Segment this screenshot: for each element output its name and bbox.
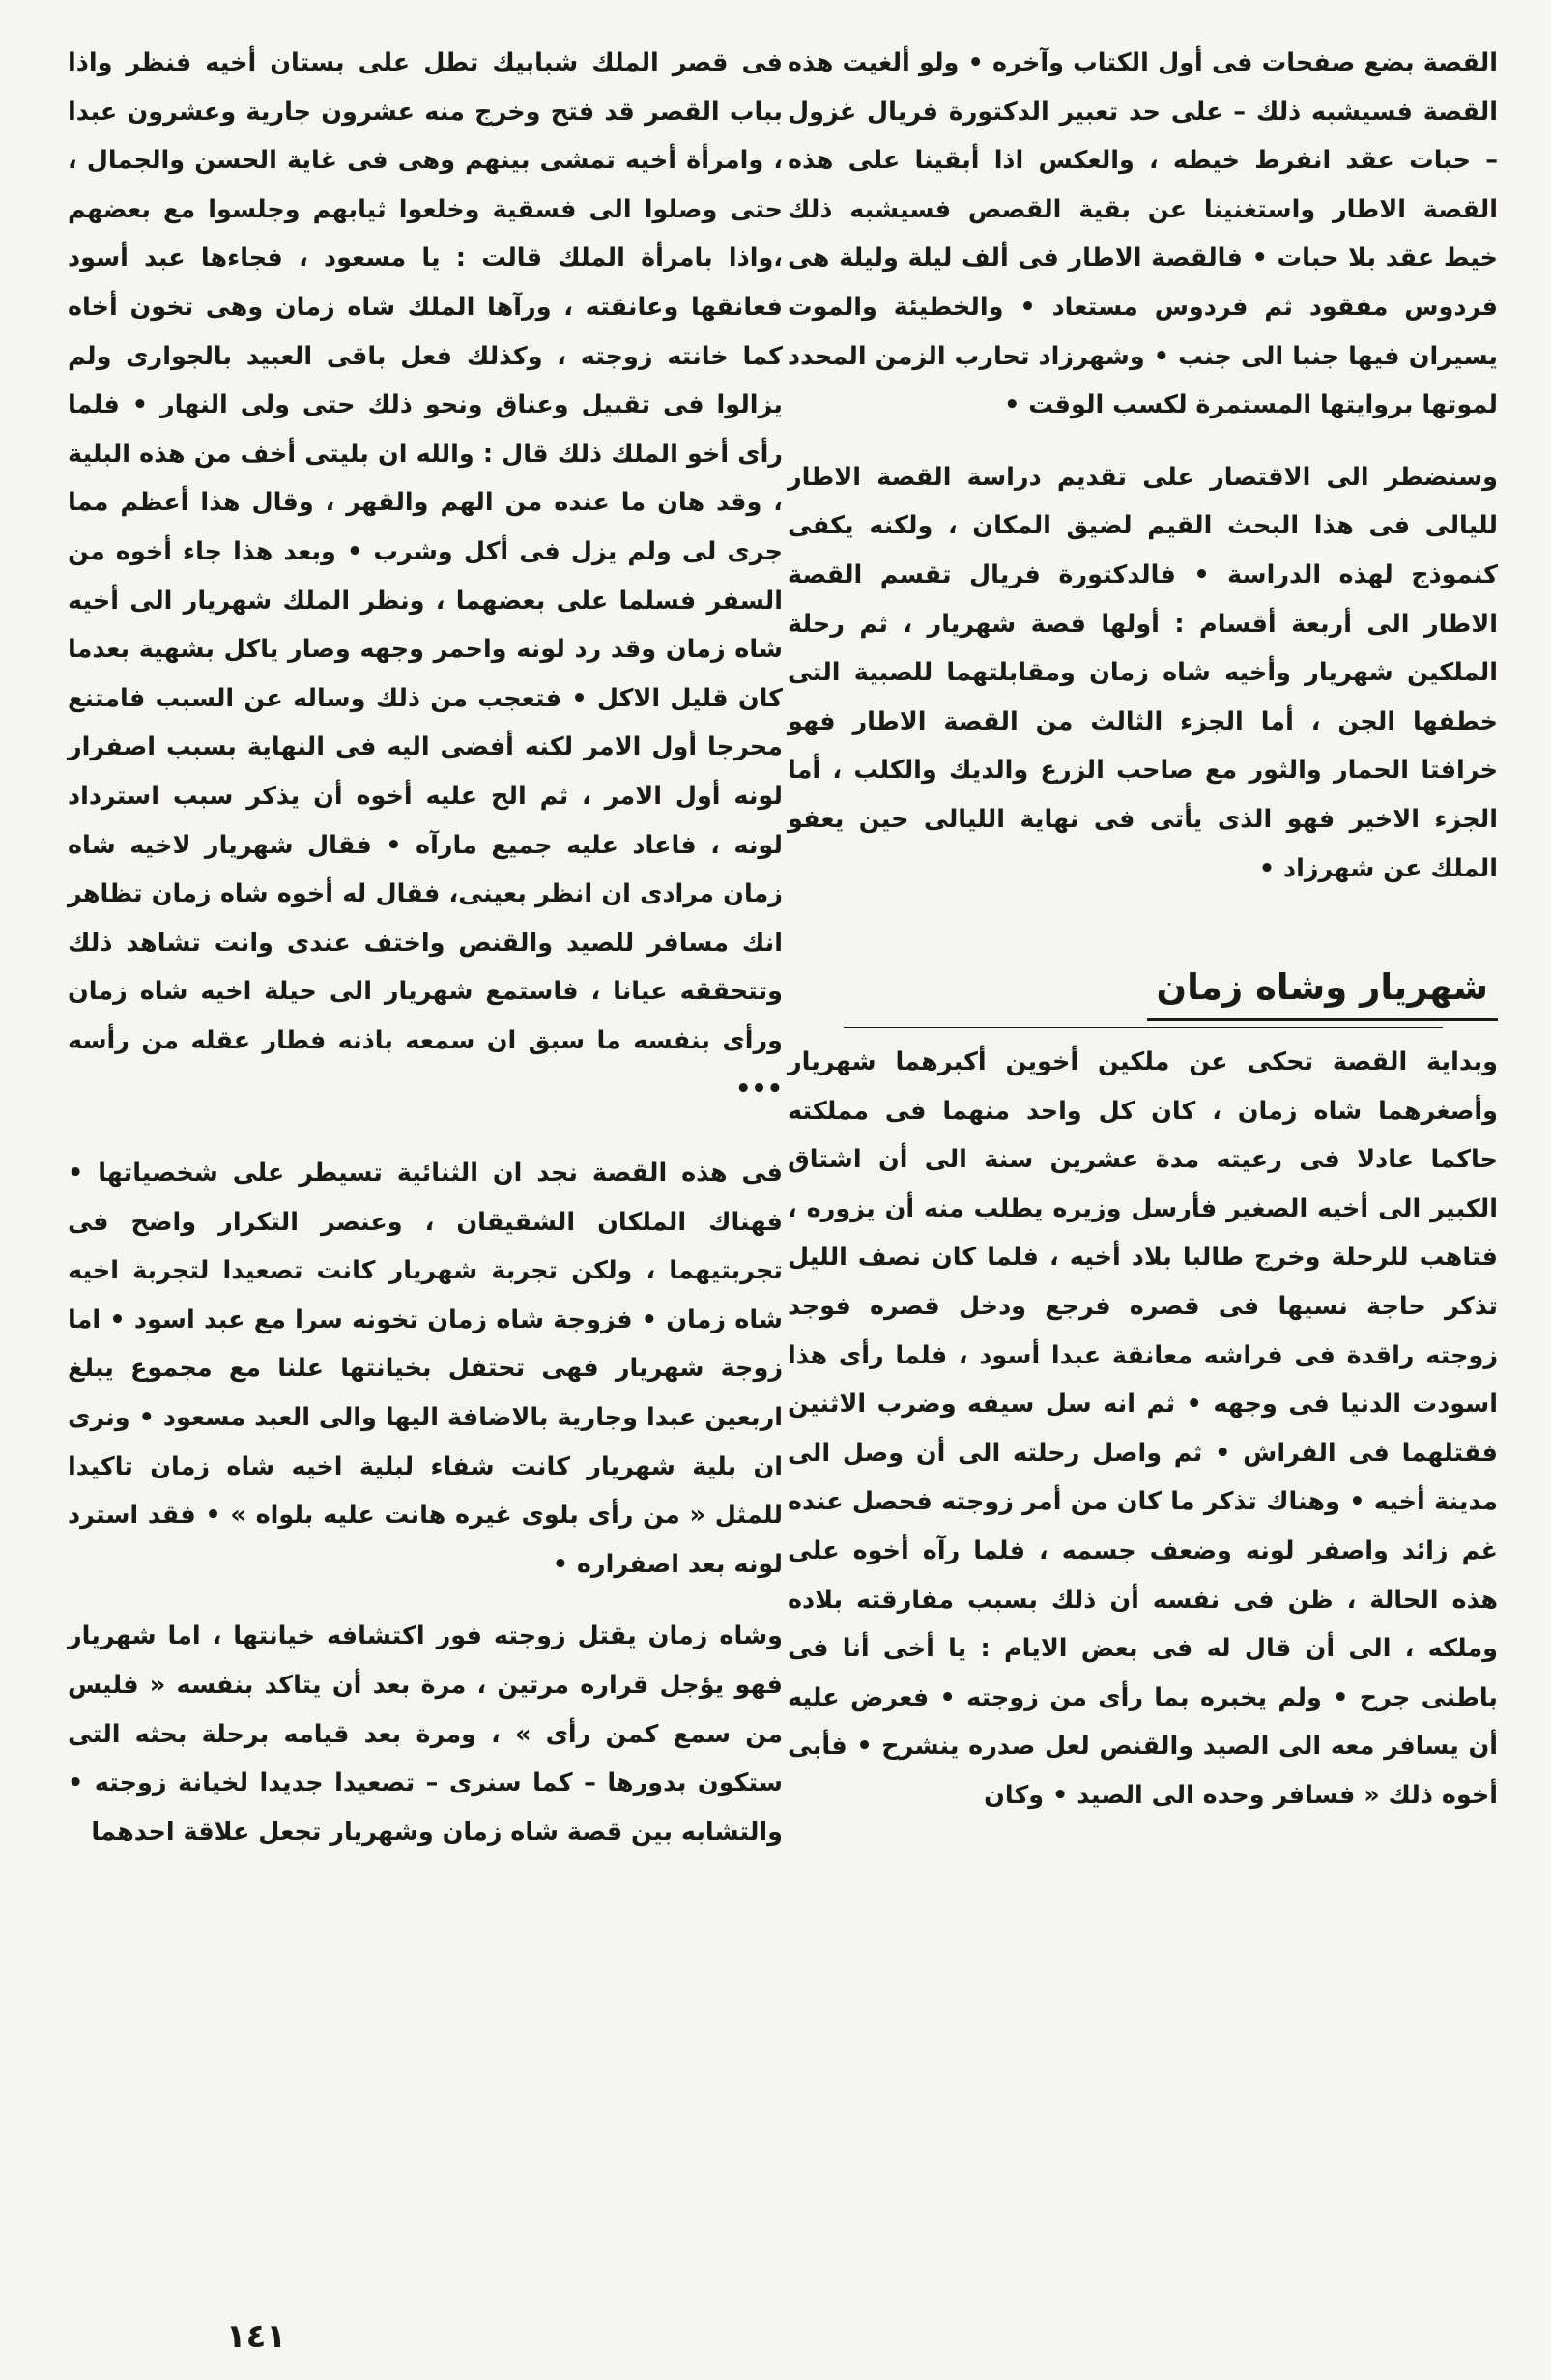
section-heading: شهريار وشاه زمان: [1147, 961, 1498, 1021]
left-paragraph-1: فى قصر الملك شبابيك تطل على بستان أخيه فنظر واذا بباب القصر قد فتح وخرج منه عشرون جارية وعشرون عبدا ، وامرأة أخيه تمشى بينهم وهى فى غاية الحسن والجمال ، حتى وصلوا الى فسقية وخلعوا ثيابهم وجلسوا مع بعضهم ،واذا بامرأة الملك قالت : يا مسعود ، فجاءها عبد أسود فعانقها وعانقته ، ورآها الملك شاه زمان وهى تخون أخاه كما خانته زوجته ، وكذلك فعل باقى العبيد بالجوارى ولم يزالوا فى تقبيل وعناق ونحو ذلك حتى ولى النهار • فلما رأى أخو الملك ذلك قال : والله ان بليتى أخف من هذه البلية ، وقد هان ما عنده من الهم والقهر ، وقال هذا أعظم مما جرى لى ولم يزل فى أكل وشرب • وبعد هذا جاء أخوه من السفر فسلما على بعضهما ، ونظر الملك شهريار الى أخيه شاه زمان وقد رد لونه واحمر وجهه وصار ياكل بشهية بعدما كان قليل الاكل • فتعجب من ذلك وساله عن السبب فامتنع محرجا أول الامر لكنه أفضى اليه فى النهاية بسبب اصفرار لونه أول الامر ، ثم الح عليه أخوه أن يذكر سبب استرداد لونه ، فاعاد عليه جميع مارآه • فقال شهريار لاخيه شاه زمان مرادى ان انظر بعينى، فقال له أخوه شاه زمان تظاهر انك مسافر للصيد والقنص واختف عندى وانت تشاهد ذلك وتتحققه عيانا ، فاستمع شهريار الى حيلة اخيه شاه زمان ورأى بنفسه ما سبق ان سمعه باذنه فطار عقله من رأسه •••: [68, 48, 783, 1104]
left-paragraph-3: وشاه زمان يقتل زوجته فور اكتشافه خيانتها ، اما شهريار فهو يؤجل قراره مرتين ، مرة بعد أن يتاكد بنفسه « فليس من سمع كمن رأى » ، ومرة بعد قيامه برحلة بحثه التى ستكون بدورها – كما سنرى – تصعيدا جديدا لخيانة زوجته • والتشابه بين قصة شاه زمان وشهريار تجعل علاقة احدهما: [68, 1621, 783, 1847]
page-number: ١٤١: [225, 2317, 287, 2356]
right-paragraph-2: وسنضطر الى الاقتصار على تقديم دراسة القصة الاطار لليالى فى هذا البحث القيم لضيق المكان ، ولكنه يكفى كنموذج لهذه الدراسة • فالدكتورة فريال تقسم القصة الاطار الى أربعة أقسام : أولها قصة شهريار ، ثم رحلة الملكين شهريار وأخيه شاه زمان ومقابلتهما للصبية التى خطفها الجن ، أما الجزء الثالث من القصة الاطار فهو خرافتا الحمار والثور مع صاحب الزرع والديك والكلب ، أما الجزء الاخير فهو الذى يأتى فى نهاية الليالى حين يعفو الملك عن شهرزاد •: [788, 462, 1498, 883]
right-paragraph-1: القصة بضع صفحات فى أول الكتاب وآخره • ولو ألغيت هذه القصة فسيشبه ذلك – على حد تعبير الدكتورة فريال غزول – حبات عقد انفرط خيطه ، والعكس اذا أبقينا على هذه القصة الاطار واستغنينا عن بقية القصص فسيشبه ذلك خيط عقد بلا حبات • فالقصة الاطار فى ألف ليلة وليلة هى فردوس مفقود ثم فردوس مستعاد • والخطيئة والموت يسيران فيها جنبا الى جنب • وشهرزاد تحارب الزمن المحدد لموتها بروايتها المستمرة لكسب الوقت •: [788, 48, 1498, 420]
heading-divider: [844, 1027, 1443, 1028]
right-column: [788, 39, 1498, 1821]
left-paragraph-2: فى هذه القصة نجد ان الثنائية تسيطر على شخصياتها • فهناك الملكان الشقيقان ، وعنصر التكرار واضح فى تجربتيهما ، ولكن تجربة شهريار كانت تصعيدا لتجربة اخيه شاه زمان • فزوجة شاه زمان تخونه سرا مع عبد اسود • اما زوجة شهريار فهى تحتفل بخيانتها علنا مع مجموع يبلغ اربعين عبدا وجارية بالاضافة اليها والى العبد مسعود • ونرى ان بلية شهريار كانت شفاء لبلية اخيه شاه زمان تاكيدا للمثل « من رأى بلوى غيره هانت عليه بلواه » • فقد استرد لونه بعد اصفراره •: [68, 1159, 783, 1579]
section-heading-block: [788, 961, 1498, 1028]
right-paragraph-3: وبداية القصة تحكى عن ملكين أخوين أكبرهما شهريار وأصغرهما شاه زمان ، كان كل واحد منهما فى مملكته حاكما عادلا فى رعيته مدة عشرين سنة الى أن اشتاق الكبير الى أخيه الصغير فأرسل وزيره يطلب منه أن يزوره ، فتاهب للرحلة وخرج طالبا بلاد أخيه ، فلما كان نصف الليل تذكر حاجة نسيها فى قصره فرجع ودخل قصره فوجد زوجته راقدة فى فراشه معانقة عبدا أسود ، فلما رأى هذا اسودت الدنيا فى وجهه • ثم انه سل سيفه وضرب الاثنين فقتلهما فى الفراش • ثم واصل رحلته الى أن وصل الى مدينة أخيه • وهناك تذكر ما كان من أمر زوجته فحصل عنده غم زائد واصفر لونه وضعف جسمه ، فلما رآه أخوه على هذه الحالة ، ظن فى نفسه أن ذلك بسبب مفارقته بلاده وملكه ، الى أن قال له فى بعض الايام : يا أخى أنا فى باطنى جرح • ولم يخبره بما رأى من زوجته • فعرض عليه أن يسافر معه الى الصيد والقنص لعل صدره ينشرح • فأبى أخوه ذلك « فسافر وحده الى الصيد • وكان: [788, 1047, 1498, 1810]
left-column: [68, 39, 783, 1856]
